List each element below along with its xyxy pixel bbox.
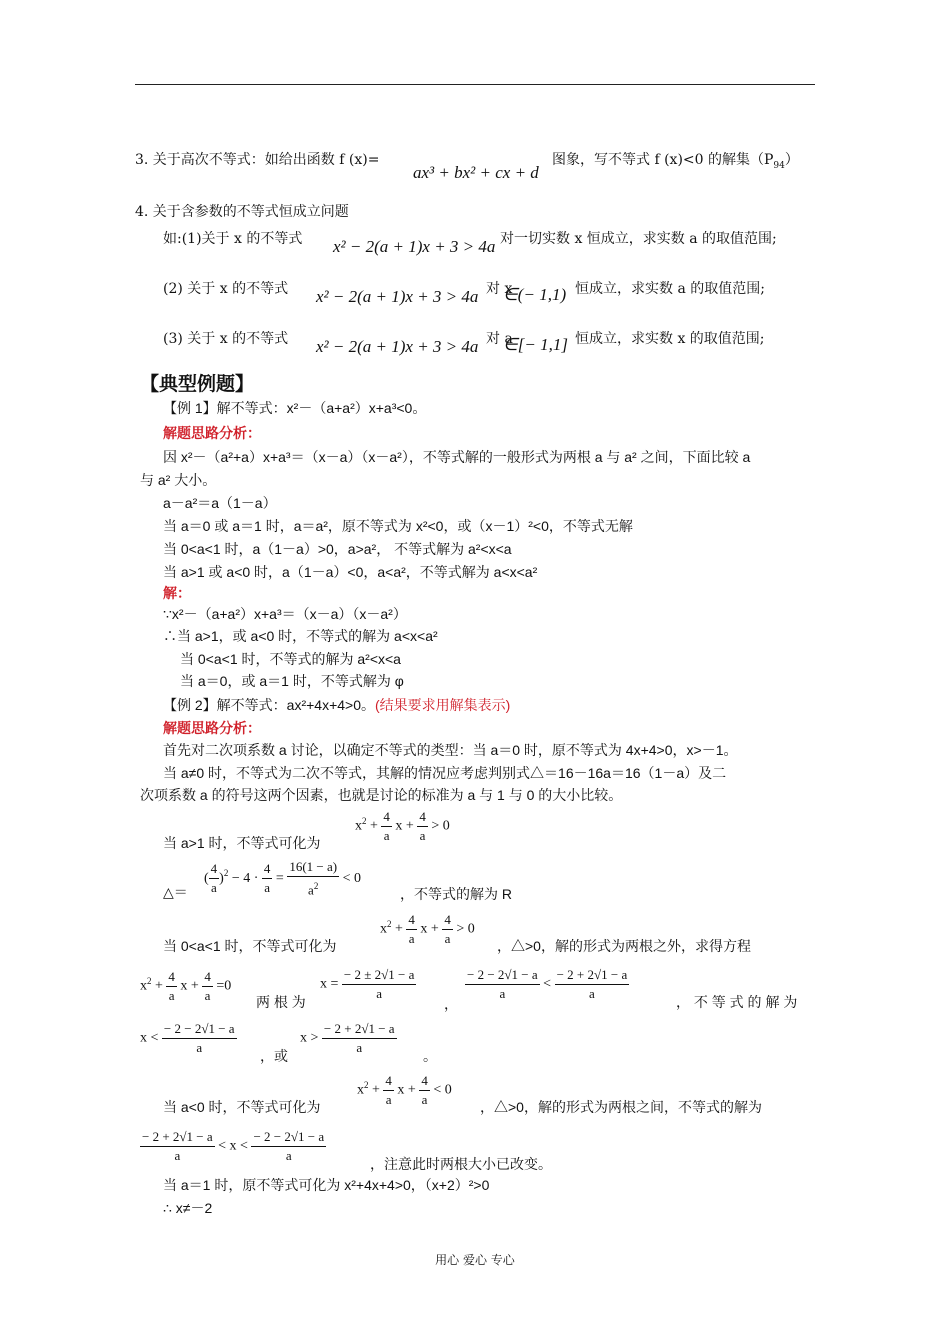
- ex1-solution-label: 解：: [163, 585, 191, 601]
- ex1-line-6: 当 a>1 或 a<0 时，a（1－a）<0，a<a²，不等式解为 a<x<a²: [163, 564, 538, 580]
- ex2-ineq-2: $x^2$ + $\frac{4}{a}$ x + $\frac{4}{a}$ > 0: [380, 912, 475, 946]
- ex1-sol-1: ∵x²－（a+a²）x+a³＝（x－a）（x－a²）: [163, 606, 407, 622]
- q4-2-post: 恒成立，求实数 a 的取值范围;: [575, 281, 765, 297]
- page-footer: 用心 爱心 专心: [435, 1253, 515, 1267]
- q4-1-post: 对一切实数 x 恒成立，求实数 a 的取值范围;: [500, 231, 777, 247]
- q4-label: 4. 关于含参数的不等式恒成立问题: [135, 204, 349, 220]
- ex2-case-2-tail: ，△>0，解的形式为两根之外，求得方程: [497, 938, 751, 954]
- ex1-sol-2: ∴当 a>1，或 a<0 时，不等式的解为 a<x<a²: [163, 628, 438, 644]
- ex2-case-5: ∴ x≠－2: [163, 1200, 213, 1216]
- ex2-ineq-1: $x^2$ + $\frac{4}{a}$ x + $\frac{4}{a}$ > 0: [355, 809, 450, 843]
- ex2-roots-tail: ， 不 等 式 的 解 为: [676, 994, 798, 1010]
- ex2-sol-outer-2: x > $\frac{- 2 + 2√1 - a}{a}$: [300, 1021, 395, 1055]
- ex2-case-3: 当 a<0 时，不等式可化为: [163, 1099, 321, 1115]
- q4-1-pre: 如:(1)关于 x 的不等式: [163, 231, 303, 247]
- q4-3-expr: x² − 2(a + 1)x + 3 > 4a: [316, 337, 479, 356]
- q4-1-expr: x² − 2(a + 1)x + 3 > 4a: [333, 237, 496, 256]
- ex2-case-2: 当 0<a<1 时，不等式可化为: [163, 938, 337, 954]
- ex1-line-5: 当 0<a<1 时，a（1－a）>0，a>a²， 不等式解为 a²<x<a: [163, 541, 512, 557]
- ex2-case-3-end: ，注意此时两根大小已改变。: [370, 1156, 552, 1172]
- ex2-roots-expr: x = $\frac{- 2 \pm 2√1 - a}{a}$: [320, 967, 415, 1001]
- ex2-or: ，或: [260, 1048, 288, 1064]
- ex2-roots-compare: $\frac{- 2 - 2√1 - a}{a}$ < $\frac{- 2 + 2√1 - a}{a}$: [467, 967, 628, 1001]
- ex2-delta-tail: ，不等式的解为 R: [400, 886, 512, 902]
- ex2-ineq-3: $x^2$ + $\frac{4}{a}$ x + $\frac{4}{a}$ < 0: [357, 1073, 452, 1107]
- section-heading: 【典型例题】: [140, 373, 255, 395]
- q3-expr: ax³ + bx² + cx + d: [413, 163, 539, 182]
- ex2-equation: $x^2$ + $\frac{4}{a}$ x + $\frac{4}{a}$ =0: [140, 969, 232, 1003]
- q3-tail: 图象，写不等式 f (x)<0 的解集$(P_{94})$: [552, 152, 799, 171]
- ex2-analysis-label: 解题思路分析：: [163, 720, 261, 736]
- ex2-roots-label: 两 根 为: [256, 994, 306, 1010]
- ex2-delta-label: △＝: [163, 884, 188, 900]
- q4-2-expr: x² − 2(a + 1)x + 3 > 4a: [316, 287, 479, 306]
- ex1-line-1: 因 x²－（a²+a）x+a³＝（x－a）（x－a²），不等式解的一般形式为两根 a 与 a² 之间，下面比较 a: [163, 449, 751, 465]
- q4-3-post: 恒成立，求实数 x 的取值范围;: [575, 331, 765, 347]
- ex1-line-2: 与 a² 大小。: [140, 472, 217, 488]
- q4-2-pre: (2) 关于 x 的不等式: [163, 281, 289, 297]
- ex2-case-1: 当 a>1 时，不等式可化为: [163, 835, 321, 851]
- ex2-sol-between: $\frac{- 2 + 2√1 - a}{a}$ < x < $\frac{- 2 - 2√1 - a}{a}$: [142, 1129, 325, 1163]
- ex2-sol-outer-1: x < $\frac{- 2 - 2√1 - a}{a}$: [140, 1021, 235, 1055]
- q4-3-set: ∈[− 1,1]: [503, 335, 569, 354]
- q4-2-mid: 对 x: [486, 281, 513, 297]
- ex1-line-3: a－a²＝a（1－a）: [163, 495, 277, 511]
- q4-3-mid: 对 a: [486, 331, 513, 347]
- header-rule: [135, 84, 815, 85]
- ex1-sol-4: 当 a＝0，或 a＝1 时，不等式解为 φ: [180, 673, 404, 689]
- ex2-line-2: 当 a≠0 时，不等式为二次不等式，其解的情况应考虑判别式△＝16－16a＝16（1－a）及二: [163, 765, 727, 781]
- ex2-note: (结果要求用解集表示): [375, 697, 511, 713]
- ex2-line-1: 首先对二次项系数 a 讨论，以确定不等式的类型：当 a＝0 时，原不等式为 4x+4>0，x>－1。: [163, 742, 738, 758]
- ex2-case-4: 当 a＝1 时，原不等式可化为 x²+4x+4>0，（x+2）²>0: [163, 1177, 490, 1193]
- q4-3-pre: (3) 关于 x 的不等式: [163, 331, 289, 347]
- ex2-delta-expr: ( $\frac{4}{a}$ )$^2$ − 4 · $\frac{4}{a}$ = $\frac{16(1 - a)}{a^2}$ < 0: [204, 859, 361, 898]
- q3-label: 3. 关于高次不等式：如给出函数 f (x)=: [135, 152, 380, 168]
- ex1-sol-3: 当 0<a<1 时，不等式的解为 a²<x<a: [180, 651, 401, 667]
- ex2-comma-1: ，: [444, 996, 458, 1012]
- ex2-period: 。: [423, 1048, 437, 1064]
- ex1-analysis-label: 解题思路分析：: [163, 425, 261, 441]
- q4-2-set: ∈(− 1,1): [503, 285, 567, 304]
- ex2-line-3: 次项系数 a 的符号这两个因素，也就是讨论的标准为 a 与 1 与 0 的大小比较。: [140, 787, 623, 803]
- ex2-title: 【例 2】解不等式：ax²+4x+4>0。(结果要求用解集表示): [163, 697, 511, 713]
- ex2-case-3-tail: ，△>0，解的形式为两根之间，不等式的解为: [480, 1099, 762, 1115]
- ex1-title: 【例 1】解不等式：x²－（a+a²）x+a³<0。: [163, 400, 427, 416]
- ex1-line-4: 当 a＝0 或 a＝1 时，a＝a²，原不等式为 x²<0，或（x－1）²<0，不等式无解: [163, 518, 633, 534]
